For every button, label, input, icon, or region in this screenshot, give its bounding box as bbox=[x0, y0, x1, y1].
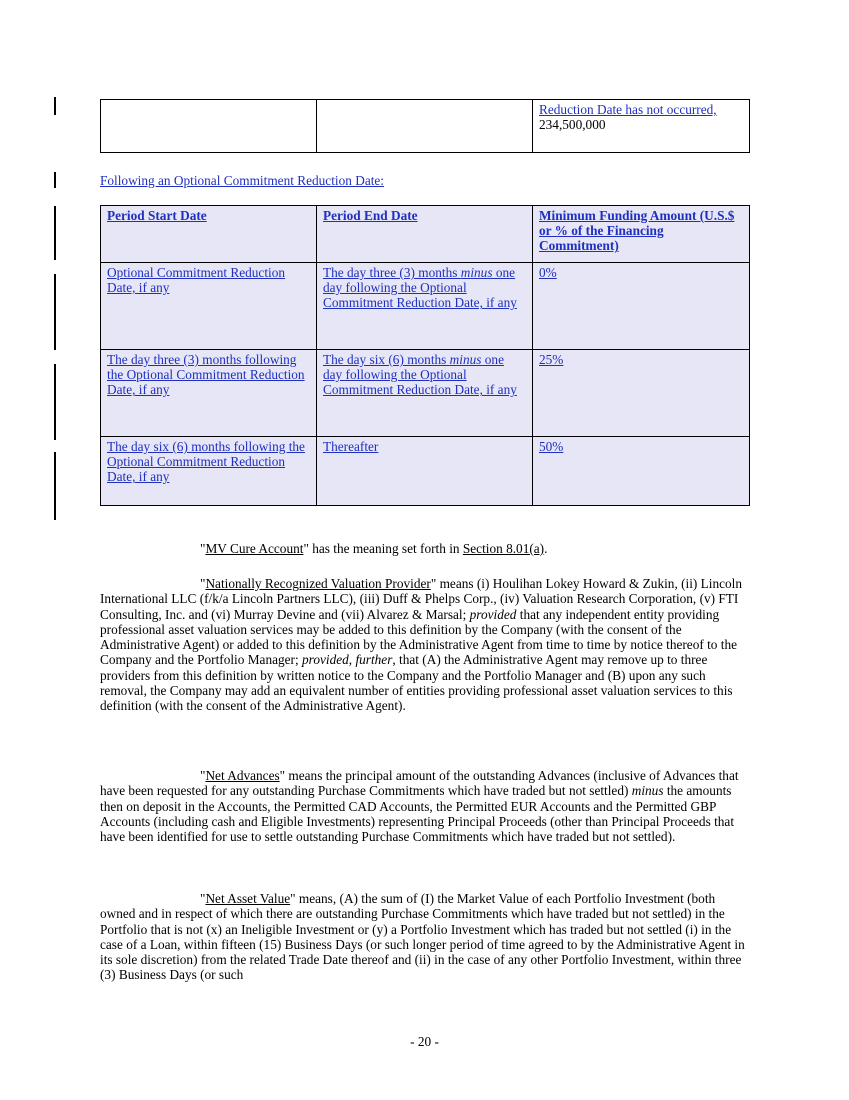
top-table bbox=[100, 99, 750, 153]
revision-bar bbox=[54, 452, 56, 520]
revision-bar bbox=[54, 274, 56, 350]
defined-term: Net Asset Value bbox=[205, 891, 291, 906]
defined-term: MV Cure Account bbox=[205, 541, 304, 556]
end-cell: The day six (6) months minus one day following the Optional Commitment Reduction Date, if any bbox=[317, 350, 533, 437]
top-cell-amount: 234,500,000 bbox=[539, 117, 606, 133]
end-cell: The day three (3) months minus one day following the Optional Commitment Reduction Date, if any bbox=[317, 263, 533, 350]
definition-net-asset-value: "Net Asset Value" means, (A) the sum of (I) the Market Value of each Portfolio Investment (both owned and in respect of which there are outstanding Purchase Commitments which have traded but not settled) in the Portfolio that is not (x) an Ineligible Investment or (y) a Portfolio Investment which has traded but not settled (i) in the case of a Loan, within fifteen (15) Business Days (or such longer period of time agreed to by the Administrative Agent in its sole discretion) from the related Trade Date thereof and (ii) in the case of any other Portfolio Investment, within three (3) Business Days (or such bbox=[100, 891, 745, 983]
table-row bbox=[101, 350, 750, 437]
schedule-table bbox=[100, 205, 750, 506]
top-cell-line: Reduction Date has not occurred, bbox=[539, 102, 717, 117]
amount-cell: 50% bbox=[533, 437, 750, 506]
header-cell: Period End Date bbox=[317, 206, 533, 263]
revision-bar bbox=[54, 364, 56, 440]
start-cell: The day six (6) months following the Optional Commitment Reduction Date, if any bbox=[101, 437, 317, 506]
schedule-caption: Following an Optional Commitment Reduction Date: bbox=[100, 173, 385, 188]
definition-nrvp: "Nationally Recognized Valuation Provider" means (i) Houlihan Lokey Howard & Zukin, (ii) Lincoln International LLC (f/k/a Lincoln Partners LLC), (iii) Duff & Phelps Corp., (iv) Valuation Research Corporation, (v) FTI Consulting, Inc. and (vi) Murray Devine and (vii) Alvarez & Marsal; provided that any independent entity providing professional asset valuation services may be added to this definition by the Company (with the consent of the Administrative Agent) or added to this definition by the Administrative Agent from time to time by notice thereof to the Company and the Portfolio Manager; provided, further, that (A) the Administrative Agent may remove up to three providers from this definition by written notice to the Company and the Portfolio Manager and (B) upon any such removal, the Company may add an equivalent number of entities providing professional asset valuation services to this definition (with the consent of the Administrative Agent). bbox=[100, 576, 743, 714]
defined-term: Net Advances bbox=[205, 768, 280, 783]
revision-bar bbox=[54, 172, 56, 188]
page-number: - 20 - bbox=[410, 1034, 439, 1049]
top-table-cell bbox=[317, 100, 533, 153]
amount-cell: 25% bbox=[533, 350, 750, 437]
table-row bbox=[101, 437, 750, 506]
definition-net-advances: "Net Advances" means the principal amount of the outstanding Advances (inclusive of Advances that have been requested for any outstanding Purchase Commitments which have traded but not settled) minus the amounts then on deposit in the Accounts, the Permitted CAD Accounts, the Permitted EUR Accounts and the Permitted GBP Accounts (including cash and Eligible Investments) representing Principal Proceeds (other than Principal Proceeds that have been identified for use to settle outstanding Purchase Commitments which have traded but not settled). bbox=[100, 768, 739, 845]
table-header-row bbox=[101, 206, 750, 263]
start-cell: The day three (3) months following the Optional Commitment Reduction Date, if any bbox=[101, 350, 317, 437]
top-table-cell bbox=[101, 100, 317, 153]
defined-term: Nationally Recognized Valuation Provider bbox=[205, 576, 431, 591]
section-reference: Section 8.01(a) bbox=[462, 541, 545, 556]
definition-mv-cure-account: "MV Cure Account" has the meaning set forth in Section 8.01(a). bbox=[200, 541, 548, 556]
end-cell: Thereafter bbox=[317, 437, 533, 506]
start-cell: Optional Commitment Reduction Date, if any bbox=[101, 263, 317, 350]
revision-bar bbox=[54, 97, 56, 115]
header-cell: Period Start Date bbox=[101, 206, 317, 263]
revision-bar bbox=[54, 206, 56, 260]
header-cell: Minimum Funding Amount (U.S.$ or % of the Financing Commitment) bbox=[533, 206, 750, 263]
top-table-cell bbox=[533, 100, 750, 153]
amount-cell: 0% bbox=[533, 263, 750, 350]
table-row bbox=[101, 263, 750, 350]
